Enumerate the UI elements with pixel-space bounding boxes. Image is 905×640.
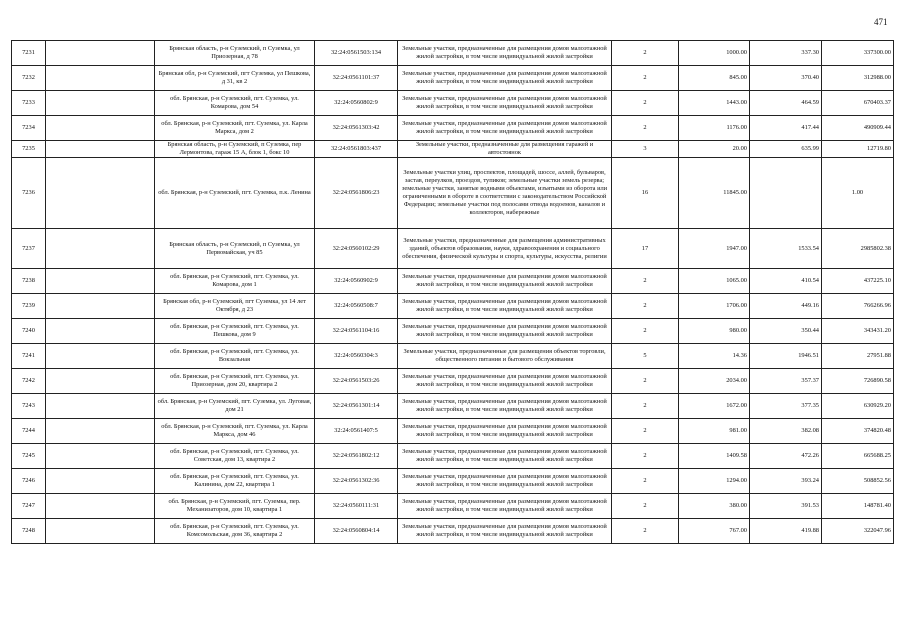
- row-number-cell: 7241: [12, 344, 46, 369]
- land-registry-table: [11, 40, 894, 544]
- land-use-cell: Земельные участки, предназначенные для размещения домов малоэтажной жилой застройки, в том числе индивидуальной жилой застройки: [398, 494, 612, 519]
- table-row: [12, 319, 894, 344]
- use-group-cell: 17: [612, 229, 679, 269]
- area-cell: 1176.00: [679, 116, 750, 141]
- empty-cell: [46, 494, 155, 519]
- use-group-cell: 2: [612, 66, 679, 91]
- cadastral-value-cell: 27951.88: [822, 344, 894, 369]
- row-number-cell: 7248: [12, 519, 46, 544]
- cadastral-value-cell: 437225.10: [822, 269, 894, 294]
- land-use-cell: Земельные участки, предназначенные для размещения домов малоэтажной жилой застройки, в том числе индивидуальной жилой застройки: [398, 444, 612, 469]
- specific-value-cell: 377.35: [750, 394, 822, 419]
- address-cell: обл. Брянская, р-н Суземский, пгт. Суземка, ул. Комсомольская, дом 36, квартира 2: [155, 519, 315, 544]
- land-use-cell: Земельные участки, предназначенные для размещения домов малоэтажной жилой застройки, в том числе индивидуальной жилой застройки: [398, 66, 612, 91]
- cadastral-value-cell: 490909.44: [822, 116, 894, 141]
- empty-cell: [46, 419, 155, 444]
- cadastral-number-cell: 32:24:0561407:5: [315, 419, 398, 444]
- page-number: 471: [874, 17, 888, 27]
- cadastral-number-cell: 32:24:0561104:16: [315, 319, 398, 344]
- specific-value-cell: 417.44: [750, 116, 822, 141]
- cadastral-number-cell: 32:24:0560111:31: [315, 494, 398, 519]
- table-row: [12, 294, 894, 319]
- specific-value-cell: 393.24: [750, 469, 822, 494]
- area-cell: 1294.00: [679, 469, 750, 494]
- use-group-cell: 5: [612, 344, 679, 369]
- empty-cell: [46, 141, 155, 158]
- empty-cell: [46, 344, 155, 369]
- area-cell: 1672.00: [679, 394, 750, 419]
- cadastral-number-cell: 32:24:0560902:9: [315, 269, 398, 294]
- specific-value-cell: 370.40: [750, 66, 822, 91]
- area-cell: 1000.00: [679, 41, 750, 66]
- use-group-cell: 2: [612, 419, 679, 444]
- specific-value-cell: 1533.54: [750, 229, 822, 269]
- cadastral-number-cell: 32:24:0561301:14: [315, 394, 398, 419]
- use-group-cell: 2: [612, 269, 679, 294]
- row-number-cell: 7233: [12, 91, 46, 116]
- empty-cell: [46, 158, 155, 229]
- area-cell: 20.00: [679, 141, 750, 158]
- specific-value-cell: 337.30: [750, 41, 822, 66]
- row-number-cell: 7239: [12, 294, 46, 319]
- row-number-cell: 7247: [12, 494, 46, 519]
- cadastral-number-cell: 32:24:0560804:14: [315, 519, 398, 544]
- cadastral-number-cell: 32:24:0561303:42: [315, 116, 398, 141]
- cadastral-value-cell: 1.00: [822, 158, 894, 229]
- address-cell: обл. Брянская, р-н Суземский, пгт. Суземка, пер. Механизаторов, дом 10, квартира 1: [155, 494, 315, 519]
- empty-cell: [46, 369, 155, 394]
- use-group-cell: 2: [612, 469, 679, 494]
- row-number-cell: 7242: [12, 369, 46, 394]
- row-number-cell: 7235: [12, 141, 46, 158]
- specific-value-cell: [750, 158, 822, 229]
- use-group-cell: 2: [612, 91, 679, 116]
- cadastral-value-cell: 312988.00: [822, 66, 894, 91]
- use-group-cell: 2: [612, 116, 679, 141]
- table-row: [12, 519, 894, 544]
- land-use-cell: Земельные участки, предназначенные для размещения домов малоэтажной жилой застройки, в том числе индивидуальной жилой застройки: [398, 469, 612, 494]
- cadastral-number-cell: 32:24:0560802:9: [315, 91, 398, 116]
- area-cell: 1065.00: [679, 269, 750, 294]
- cadastral-value-cell: 630929.20: [822, 394, 894, 419]
- specific-value-cell: 391.53: [750, 494, 822, 519]
- use-group-cell: 2: [612, 41, 679, 66]
- land-use-cell: Земельные участки, предназначенные для размещения объектов торговли, общественного питания и бытового обслуживания: [398, 344, 612, 369]
- row-number-cell: 7243: [12, 394, 46, 419]
- address-cell: Брянская обл, р-н Суземский, пгт Суземка, ул Пешкова, д 31, кв 2: [155, 66, 315, 91]
- row-number-cell: 7238: [12, 269, 46, 294]
- use-group-cell: 2: [612, 394, 679, 419]
- use-group-cell: 16: [612, 158, 679, 229]
- area-cell: 1947.00: [679, 229, 750, 269]
- table-row: [12, 41, 894, 66]
- land-use-cell: Земельные участки, предназначенные для размещения домов малоэтажной жилой застройки, в том числе индивидуальной жилой застройки: [398, 419, 612, 444]
- area-cell: 14.36: [679, 344, 750, 369]
- row-number-cell: 7244: [12, 419, 46, 444]
- row-number-cell: 7240: [12, 319, 46, 344]
- table-row: [12, 116, 894, 141]
- cadastral-value-cell: 337300.00: [822, 41, 894, 66]
- area-cell: 2034.00: [679, 369, 750, 394]
- cadastral-number-cell: 32:24:0561802:12: [315, 444, 398, 469]
- specific-value-cell: 464.59: [750, 91, 822, 116]
- address-cell: обл. Брянская, р-н Суземский, пгт. Суземка, ул. Вокзальная: [155, 344, 315, 369]
- land-use-cell: Земельные участки улиц, проспектов, площадей, шоссе, аллей, бульваров, застав, переулков, проездов, тупиков; земельные участки земель резерва; земельные участки, занятые водными объектами, изъятыми из оборота или ограниченными в обороте в соответствии с законодательством Российской Федерации; земельные участки под полосами отвода водоемов, каналов и коллекторов, набережные: [398, 158, 612, 229]
- cadastral-number-cell: 32:24:0561302:36: [315, 469, 398, 494]
- specific-value-cell: 449.16: [750, 294, 822, 319]
- address-cell: обл. Брянская, р-н Суземский, пгт. Суземка, ул. Карла Маркса, дом 46: [155, 419, 315, 444]
- area-cell: 767.00: [679, 519, 750, 544]
- table-row: [12, 344, 894, 369]
- table-row: [12, 158, 894, 229]
- area-cell: 1443.00: [679, 91, 750, 116]
- row-number-cell: 7246: [12, 469, 46, 494]
- table-row: [12, 269, 894, 294]
- cadastral-value-cell: 2985802.38: [822, 229, 894, 269]
- table-row: [12, 141, 894, 158]
- land-use-cell: Земельные участки, предназначенные для размещения домов малоэтажной жилой застройки, в том числе индивидуальной жилой застройки: [398, 394, 612, 419]
- address-cell: обл. Брянская, р-н Суземский, пгт. Суземка, п.к. Ленина: [155, 158, 315, 229]
- row-number-cell: 7231: [12, 41, 46, 66]
- area-cell: 1706.00: [679, 294, 750, 319]
- empty-cell: [46, 319, 155, 344]
- area-cell: 981.00: [679, 419, 750, 444]
- table-row: [12, 494, 894, 519]
- specific-value-cell: 382.08: [750, 419, 822, 444]
- cadastral-number-cell: 32:24:0560508:7: [315, 294, 398, 319]
- land-use-cell: Земельные участки, предназначенные для размещения гаражей и автостоянок: [398, 141, 612, 158]
- land-use-cell: Земельные участки, предназначенные для размещения домов малоэтажной жилой застройки, в том числе индивидуальной жилой застройки: [398, 519, 612, 544]
- cadastral-value-cell: 322047.96: [822, 519, 894, 544]
- address-cell: обл. Брянская, р-н Суземский, пгт. Суземка, ул. Калинина, дом 22, квартира 1: [155, 469, 315, 494]
- table-row: [12, 91, 894, 116]
- address-cell: Брянская область, р-н Суземский, п Суземка, пер Лермонтова, гараж 15 А, блок 1, бокс 10: [155, 141, 315, 158]
- cadastral-number-cell: 32:24:0561503:134: [315, 41, 398, 66]
- table-row: [12, 66, 894, 91]
- address-cell: обл. Брянская, р-н Суземский, пгт. Суземка, ул. Комарова, дом 1: [155, 269, 315, 294]
- empty-cell: [46, 519, 155, 544]
- use-group-cell: 2: [612, 369, 679, 394]
- use-group-cell: 2: [612, 519, 679, 544]
- empty-cell: [46, 66, 155, 91]
- row-number-cell: 7237: [12, 229, 46, 269]
- cadastral-number-cell: 32:24:0561806:23: [315, 158, 398, 229]
- empty-cell: [46, 444, 155, 469]
- table-row: [12, 444, 894, 469]
- specific-value-cell: 419.88: [750, 519, 822, 544]
- cadastral-number-cell: 32:24:0561503:26: [315, 369, 398, 394]
- cadastral-value-cell: 766266.96: [822, 294, 894, 319]
- land-use-cell: Земельные участки, предназначенные для размещения административных зданий, объектов образования, науки, здравоохранения и социального обеспечения, физической культуры и спорта, культуры, искусства, религии: [398, 229, 612, 269]
- address-cell: Брянская область, р-н Суземский, п Суземка, ул Первомайская, уч 85: [155, 229, 315, 269]
- empty-cell: [46, 269, 155, 294]
- empty-cell: [46, 394, 155, 419]
- land-use-cell: Земельные участки, предназначенные для размещения домов малоэтажной жилой застройки, в том числе индивидуальной жилой застройки: [398, 369, 612, 394]
- address-cell: обл. Брянская, р-н Суземский, пгт. Суземка, ул. Пешкова, дом 9: [155, 319, 315, 344]
- address-cell: обл. Брянская, р-н Суземский, пгт. Суземка, ул. Советская, дом 13, квартира 2: [155, 444, 315, 469]
- cadastral-value-cell: 726890.58: [822, 369, 894, 394]
- address-cell: обл. Брянская, р-н Суземский, пгт. Суземка, ул. Приозерная, дом 20, квартира 2: [155, 369, 315, 394]
- use-group-cell: 2: [612, 319, 679, 344]
- cadastral-value-cell: 670403.37: [822, 91, 894, 116]
- address-cell: Брянская область, р-н Суземский, п Суземка, ул Приозерная, д 78: [155, 41, 315, 66]
- area-cell: 980.00: [679, 319, 750, 344]
- empty-cell: [46, 91, 155, 116]
- table-row: [12, 369, 894, 394]
- address-cell: обл. Брянская, р-н Суземский, пгт. Суземка, ул. Карла Маркса, дом 2: [155, 116, 315, 141]
- table-row: [12, 419, 894, 444]
- land-use-cell: Земельные участки, предназначенные для размещения домов малоэтажной жилой застройки, в том числе индивидуальной жилой застройки: [398, 294, 612, 319]
- cadastral-number-cell: 32:24:0561803:437: [315, 141, 398, 158]
- address-cell: обл. Брянская, р-н Суземский, пгт. Суземка, ул. Луговая, дом 21: [155, 394, 315, 419]
- cadastral-value-cell: 148781.40: [822, 494, 894, 519]
- use-group-cell: 2: [612, 494, 679, 519]
- land-use-cell: Земельные участки, предназначенные для размещения домов малоэтажной жилой застройки, в том числе индивидуальной жилой застройки: [398, 319, 612, 344]
- use-group-cell: 3: [612, 141, 679, 158]
- area-cell: 11845.00: [679, 158, 750, 229]
- use-group-cell: 2: [612, 444, 679, 469]
- cadastral-value-cell: 374820.48: [822, 419, 894, 444]
- empty-cell: [46, 229, 155, 269]
- cadastral-value-cell: 343431.20: [822, 319, 894, 344]
- cadastral-value-cell: 508852.56: [822, 469, 894, 494]
- table-body: [12, 41, 894, 544]
- land-use-cell: Земельные участки, предназначенные для размещения домов малоэтажной жилой застройки, в том числе индивидуальной жилой застройки: [398, 269, 612, 294]
- empty-cell: [46, 41, 155, 66]
- cadastral-number-cell: 32:24:0561101:37: [315, 66, 398, 91]
- empty-cell: [46, 294, 155, 319]
- land-use-cell: Земельные участки, предназначенные для размещения домов малоэтажной жилой застройки, в том числе индивидуальной жилой застройки: [398, 41, 612, 66]
- land-use-cell: Земельные участки, предназначенные для размещения домов малоэтажной жилой застройки, в том числе индивидуальной жилой застройки: [398, 91, 612, 116]
- cadastral-number-cell: 32:24:0560102:29: [315, 229, 398, 269]
- cadastral-number-cell: 32:24:0560304:3: [315, 344, 398, 369]
- address-cell: Брянская обл, р-н Суземский, пгт Суземка, ул 14 лет Октября, д 23: [155, 294, 315, 319]
- specific-value-cell: 350.44: [750, 319, 822, 344]
- cadastral-value-cell: 12719.80: [822, 141, 894, 158]
- land-use-cell: Земельные участки, предназначенные для размещения домов малоэтажной жилой застройки, в том числе индивидуальной жилой застройки: [398, 116, 612, 141]
- area-cell: 1409.58: [679, 444, 750, 469]
- specific-value-cell: 1946.51: [750, 344, 822, 369]
- row-number-cell: 7234: [12, 116, 46, 141]
- specific-value-cell: 410.54: [750, 269, 822, 294]
- specific-value-cell: 635.99: [750, 141, 822, 158]
- address-cell: обл. Брянская, р-н Суземский, пгт. Суземка, ул. Комарова, дом 54: [155, 91, 315, 116]
- row-number-cell: 7232: [12, 66, 46, 91]
- empty-cell: [46, 469, 155, 494]
- row-number-cell: 7245: [12, 444, 46, 469]
- area-cell: 845.00: [679, 66, 750, 91]
- use-group-cell: 2: [612, 294, 679, 319]
- area-cell: 380.00: [679, 494, 750, 519]
- specific-value-cell: 357.37: [750, 369, 822, 394]
- table-row: [12, 229, 894, 269]
- empty-cell: [46, 116, 155, 141]
- cadastral-value-cell: 665688.25: [822, 444, 894, 469]
- table-row: [12, 394, 894, 419]
- row-number-cell: 7236: [12, 158, 46, 229]
- table-row: [12, 469, 894, 494]
- specific-value-cell: 472.26: [750, 444, 822, 469]
